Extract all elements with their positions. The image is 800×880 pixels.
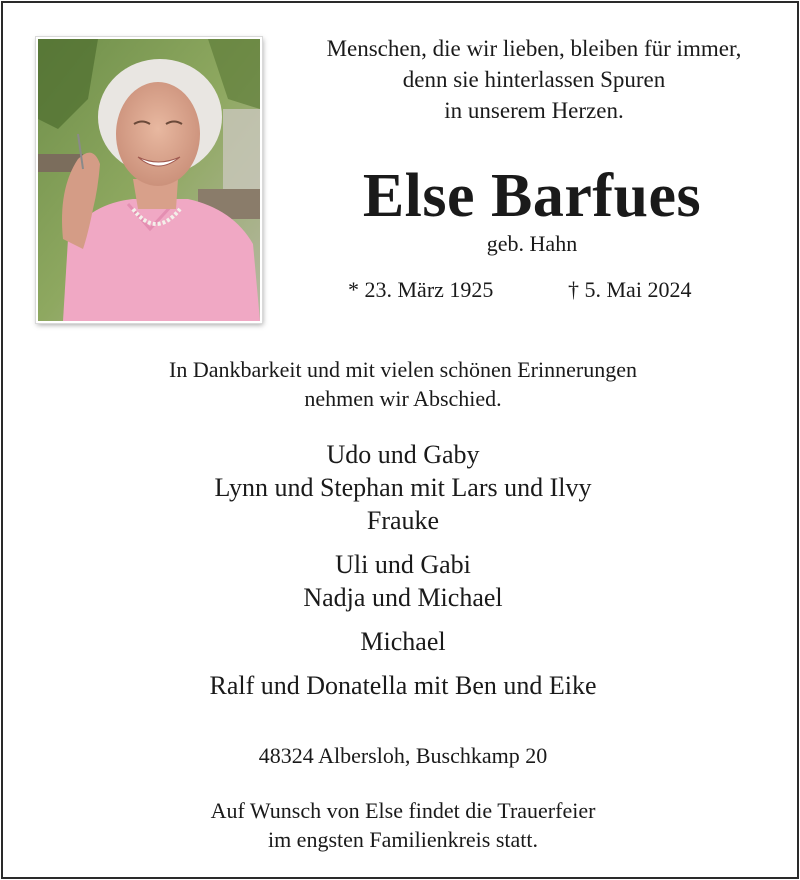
mourner-group (3, 625, 800, 658)
mourners-list (3, 438, 800, 713)
mourner-group (3, 438, 800, 537)
mourner-line: Nadja und Michael (303, 583, 503, 612)
mourner-line: Frauke (366, 506, 440, 535)
death-date: † 5. Mai 2024 (568, 277, 692, 302)
portrait-photo (36, 37, 262, 323)
mourner-group (3, 548, 800, 614)
mourner-line: Ralf und Donatella mit Ben und Eike (209, 671, 597, 700)
maiden-name: geb. Hahn (486, 231, 578, 256)
portrait-image (38, 39, 260, 321)
intro-line: In Dankbarkeit und mit vielen schönen Erinnerungen (169, 357, 637, 382)
memorial-poem (271, 33, 797, 126)
obituary-notice (1, 1, 799, 879)
funeral-notice (3, 796, 800, 854)
farewell-intro (3, 355, 800, 413)
mourner-group (3, 669, 800, 702)
poem-line: in unserem Herzen. (444, 98, 624, 123)
intro-line: nehmen wir Abschied. (304, 386, 502, 411)
birth-date: * 23. März 1925 (348, 277, 494, 302)
poem-line: denn sie hinterlassen Spuren (402, 67, 666, 92)
family-address: 48324 Albersloh, Buschkamp 20 (258, 743, 548, 768)
mourner-line: Udo und Gaby (326, 440, 480, 469)
poem-line: Menschen, die wir lieben, bleiben für immer, (326, 36, 742, 61)
deceased-name: Else Barfues (362, 162, 702, 230)
notice-line: im engsten Familienkreis statt. (267, 827, 539, 852)
notice-line: Auf Wunsch von Else findet die Trauerfeier (210, 798, 596, 823)
mourner-line: Lynn und Stephan mit Lars und Ilvy (214, 473, 592, 502)
mourner-line: Uli und Gabi (335, 550, 471, 579)
mourner-line: Michael (360, 627, 446, 656)
